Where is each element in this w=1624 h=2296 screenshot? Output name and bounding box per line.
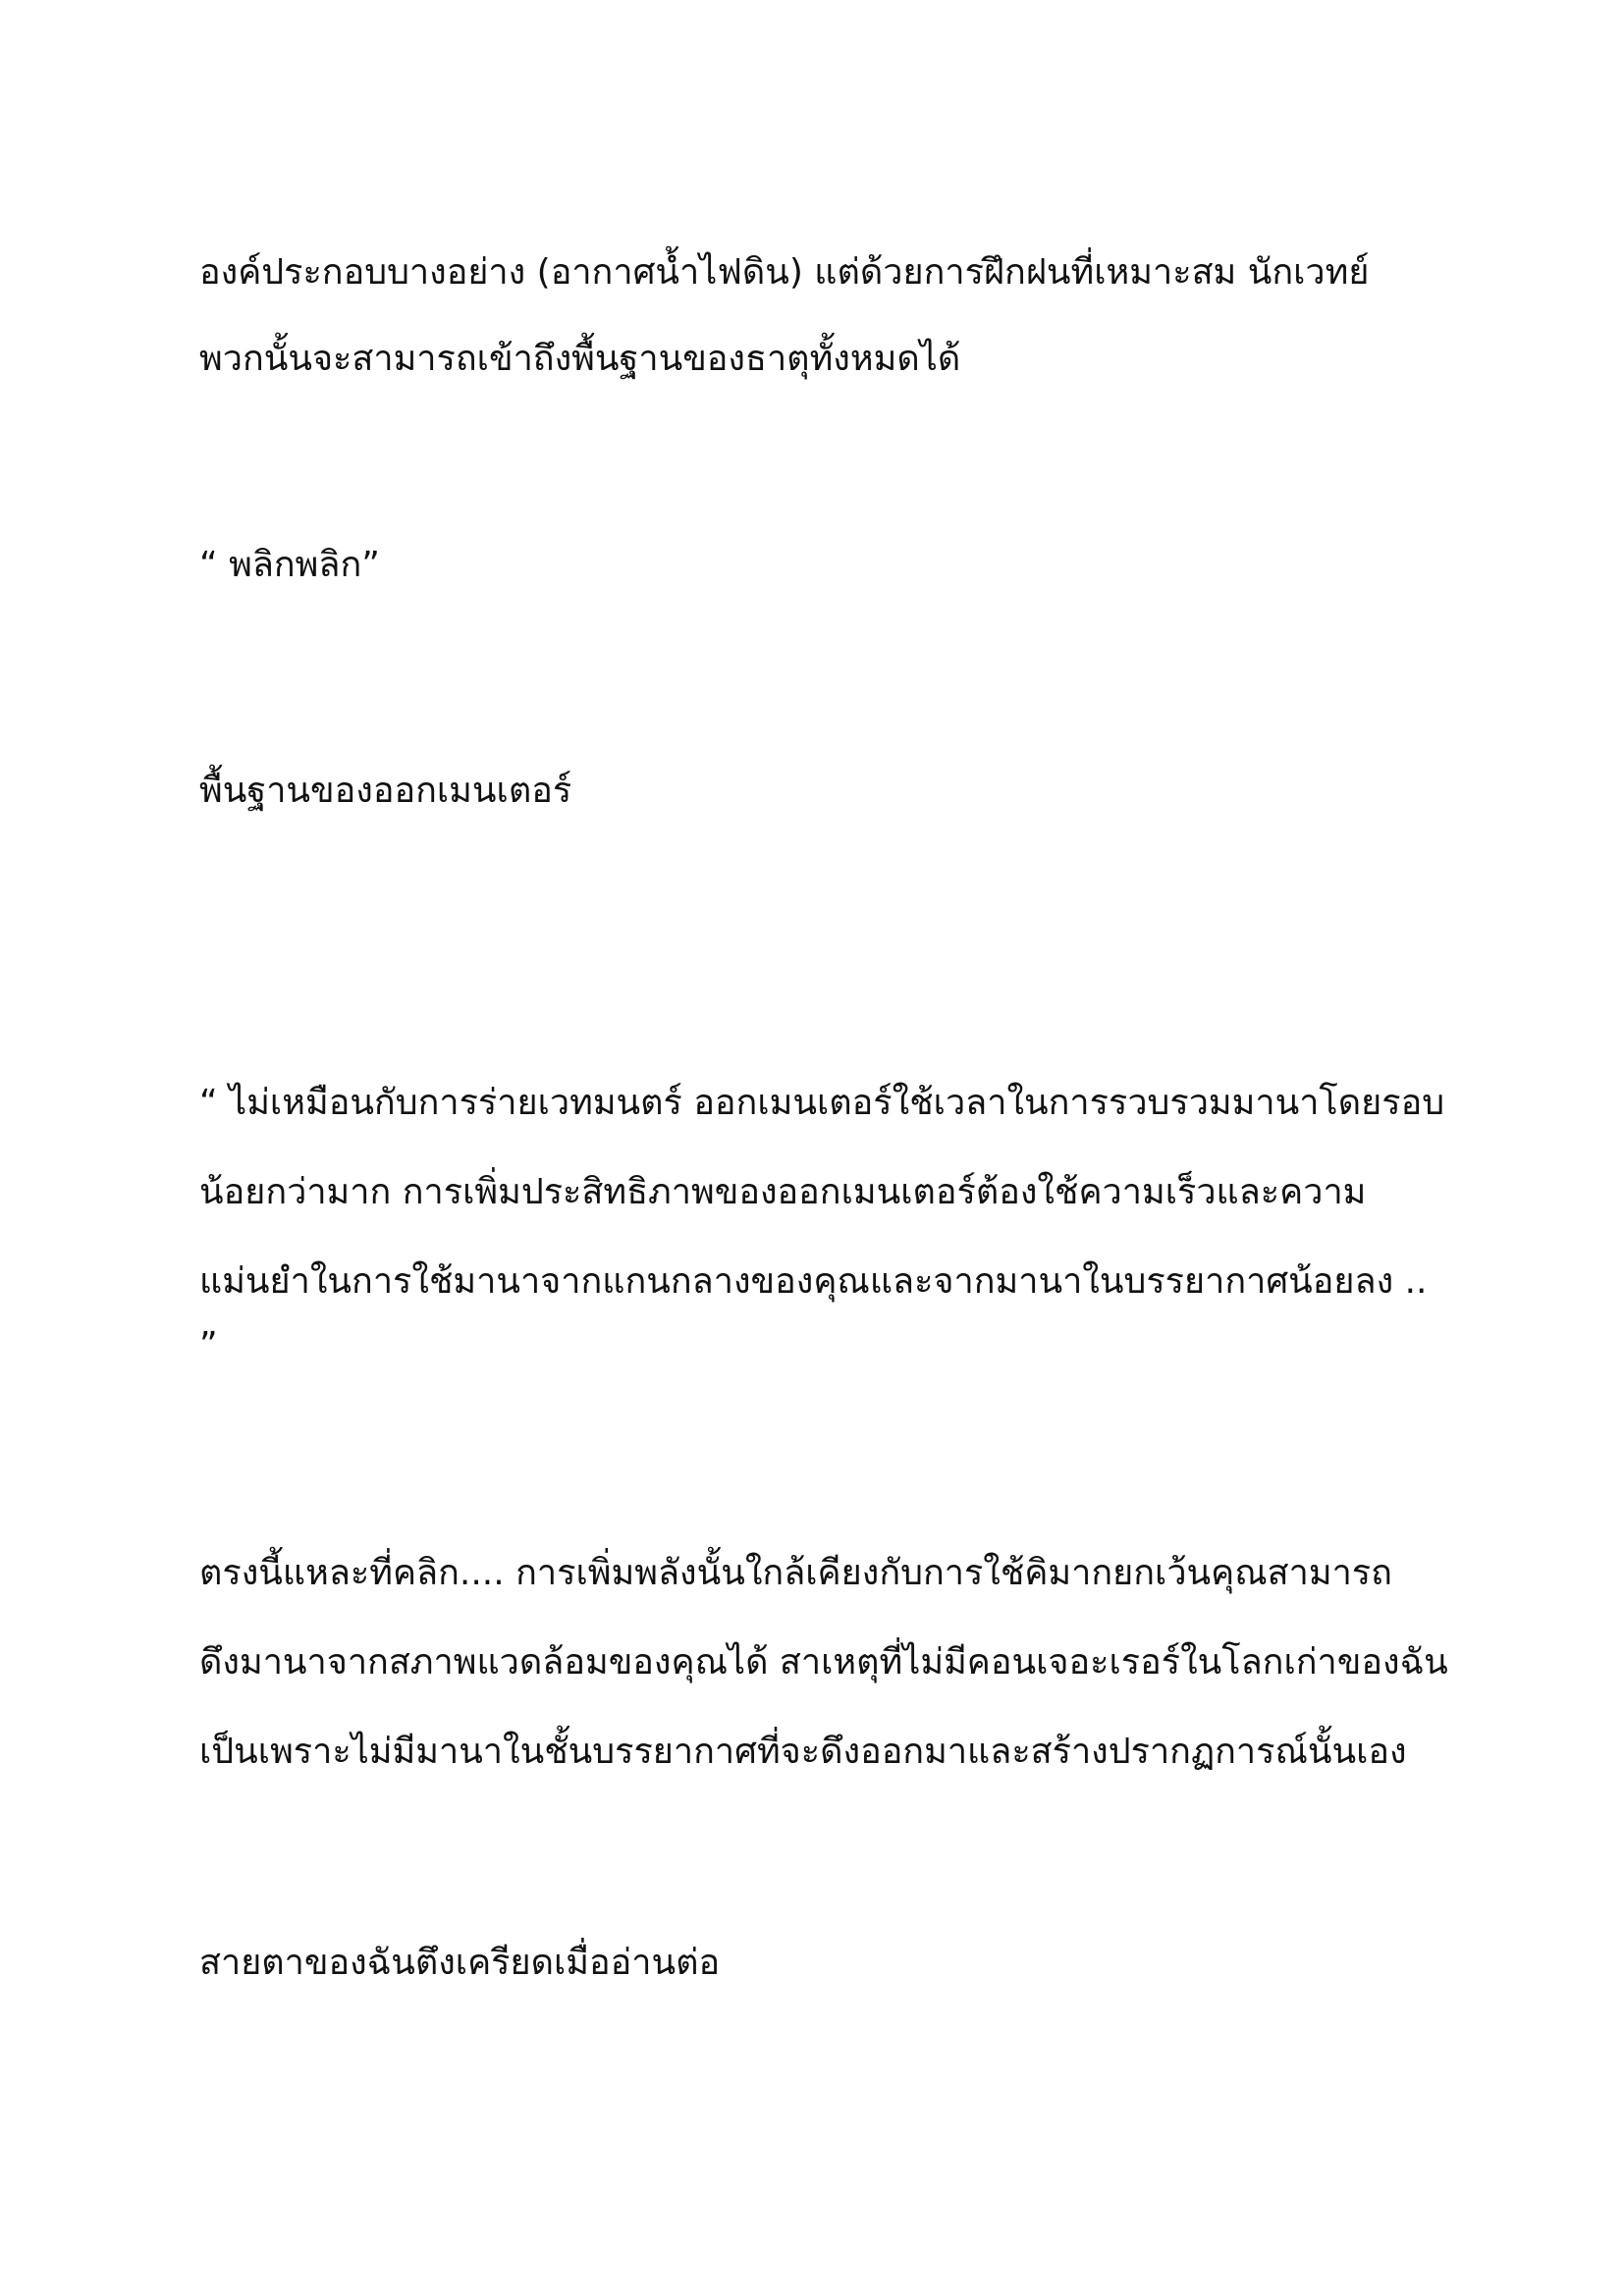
paragraph-3-line-1: พื้นฐานของออกเมนเตอร์ (199, 771, 572, 811)
paragraph-4-line-1: “ ไม่เหมือนกับการร่ายเวทมนตร์ ออกเมนเตอร์ใช้เวลาในการรวบรวมมานาโดยรอบ (199, 1083, 1445, 1123)
paragraph-1-line-2: พวกนั้นจะสามารถเข้าถึงพื้นฐานของธาตุทั้งหมดได้ (199, 339, 961, 379)
paragraph-6-line-1: สายตาของฉันตึงเครียดเมื่ออ่านต่อ (199, 1943, 721, 1983)
paragraph-4-line-3: แม่นยำในการใช้มานาจากแกนกลางของคุณและจากมานาในบรรยากาศน้อยลง .. (199, 1261, 1428, 1302)
paragraph-4-line-2: น้อยกว่ามาก การเพิ่มประสิทธิภาพของออกเมนเตอร์ต้องใช้ความเร็วและความ (199, 1172, 1367, 1212)
paragraph-1-line-1: องค์ประกอบบางอย่าง (อากาศน้ำไฟดิน) แต่ด้วยการฝึกฝนที่เหมาะสม นักเวทย์ (199, 252, 1370, 293)
paragraph-5-line-3: เป็นเพราะไม่มีมานาในชั้นบรรยากาศที่จะดึงออกมาและสร้างปรากฏการณ์นั้นเอง (199, 1732, 1407, 1772)
paragraph-2-line-1: “ พลิกพลิก” (199, 545, 380, 585)
paragraph-5-line-1: ตรงนี้แหละที่คลิก.... การเพิ่มพลังนั้นใกล้เคียงกับการใช้คิมากยกเว้นคุณสามารถ (199, 1553, 1392, 1593)
paragraph-5-line-2: ดึงมานาจากสภาพแวดล้อมของคุณได้ สาเหตุที่ไม่มีคอนเจอะเรอร์ในโลกเก่าของฉัน (199, 1642, 1448, 1682)
paragraph-4-line-4: ” (199, 1325, 218, 1365)
